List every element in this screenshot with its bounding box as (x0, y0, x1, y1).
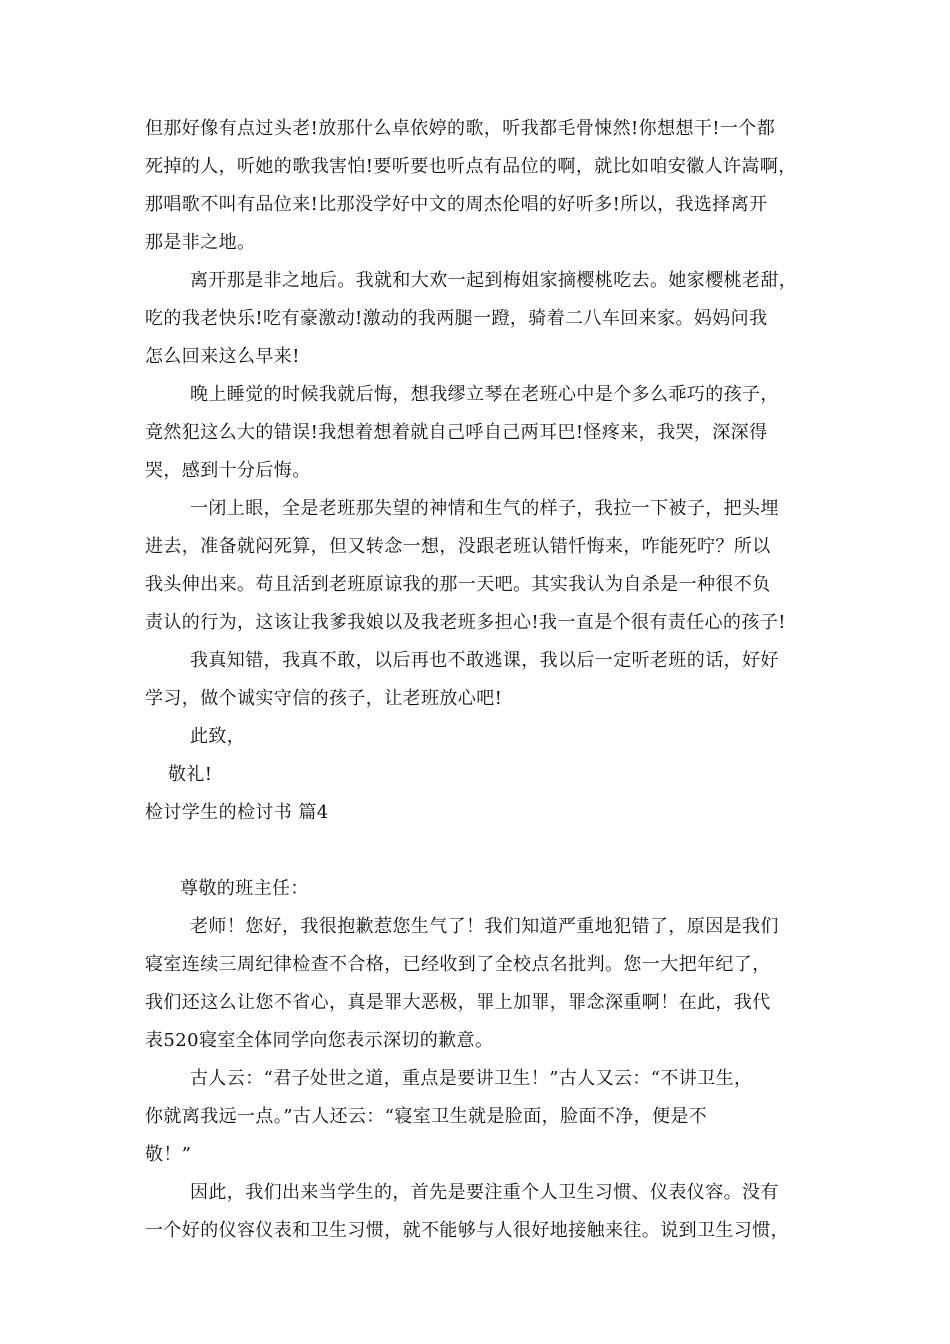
text-line: 进去，准备就闷死算，但又转念一想，没跟老班认错忏悔来，咋能死咛？所以 (145, 536, 771, 557)
text-line: 我们还这么让您不省心，真是罪大恶极，罪上加罪，罪念深重啊！在此，我代 (145, 992, 771, 1013)
text-line: 老师！您好，我很抱歉惹您生气了！我们知道严重地犯错了，原因是我们 (190, 916, 779, 937)
text-line: 死掉的人，听她的歌我害怕!要听要也听点有品位的啊，就比如咱安徽人许嵩啊， (145, 156, 797, 177)
text-line: 因此，我们出来当学生的，首先是要注重个人卫生习惯、仪表仪容。没有 (190, 1182, 779, 1203)
text-line: 你就离我远一点。”古人还云：“寝室卫生就是脸面，脸面不净，便是不 (145, 1106, 708, 1127)
text-line: 责认的行为，这该让我爹我娘以及我老班多担心!我一直是个很有责任心的孩子! (145, 612, 786, 633)
text-line: 哭，感到十分后悔。 (145, 460, 311, 481)
text-line: 我真知错，我真不敢，以后再也不敢逃课，我以后一定听老班的话，好好 (190, 650, 779, 671)
text-line: 离开那是非之地后。我就和大欢一起到梅姐家摘樱桃吃去。她家樱桃老甜， (190, 270, 798, 291)
text-line: 一闭上眼，全是老班那失望的神情和生气的样子，我拉一下被子，把头埋 (190, 498, 779, 519)
text-line: 但那好像有点过头老!放那什么卓依婷的歌，听我都毛骨悚然!你想想干!一个都 (145, 118, 776, 139)
closing-line: 此致， (190, 726, 246, 747)
text-line: 一个好的仪容仪表和卫生习惯，就不能够与人很好地接触来往。说到卫生习惯， (145, 1220, 789, 1241)
text-line: 吃的我老快乐!吃有豪激动!激动的我两腿一蹬，骑着二八车回来家。妈妈问我 (145, 308, 768, 329)
text-line: 表520寝室全体同学向您表示深切的歉意。 (145, 1030, 494, 1051)
text-line: 敬！” (145, 1144, 192, 1165)
text-line: 怎么回来这么早来! (145, 346, 300, 367)
text-line: 古人云：“君子处世之道，重点是要讲卫生！”古人又云：“不讲卫生， (190, 1068, 753, 1089)
text-line: 学习，做个诚实守信的孩子，让老班放心吧! (145, 688, 503, 709)
salutation: 尊敬的班主任： (180, 878, 309, 899)
text-line: 那是非之地。 (145, 232, 256, 253)
text-line: 竟然犯这么大的错误!我想着想着就自己呼自己两耳巴!怪疼来，我哭，深深得 (145, 422, 768, 443)
section-heading: 检讨学生的检讨书 篇4 (145, 802, 329, 823)
text-line: 晚上睡觉的时候我就后悔，想我缪立琴在老班心中是个多么乖巧的孩子， (190, 384, 779, 405)
text-line: 寝室连续三周纪律检查不合格，已经收到了全校点名批判。您一大把年纪了， (145, 954, 771, 975)
text-line: 我头伸出来。苟且活到老班原谅我的那一天吧。其实我认为自杀是一种很不负 (145, 574, 771, 595)
closing-line: 敬礼! (168, 764, 213, 785)
text-line: 那唱歌不叫有品位来!比那没学好中文的周杰伦唱的好听多!所以，我选择离开 (145, 194, 768, 215)
